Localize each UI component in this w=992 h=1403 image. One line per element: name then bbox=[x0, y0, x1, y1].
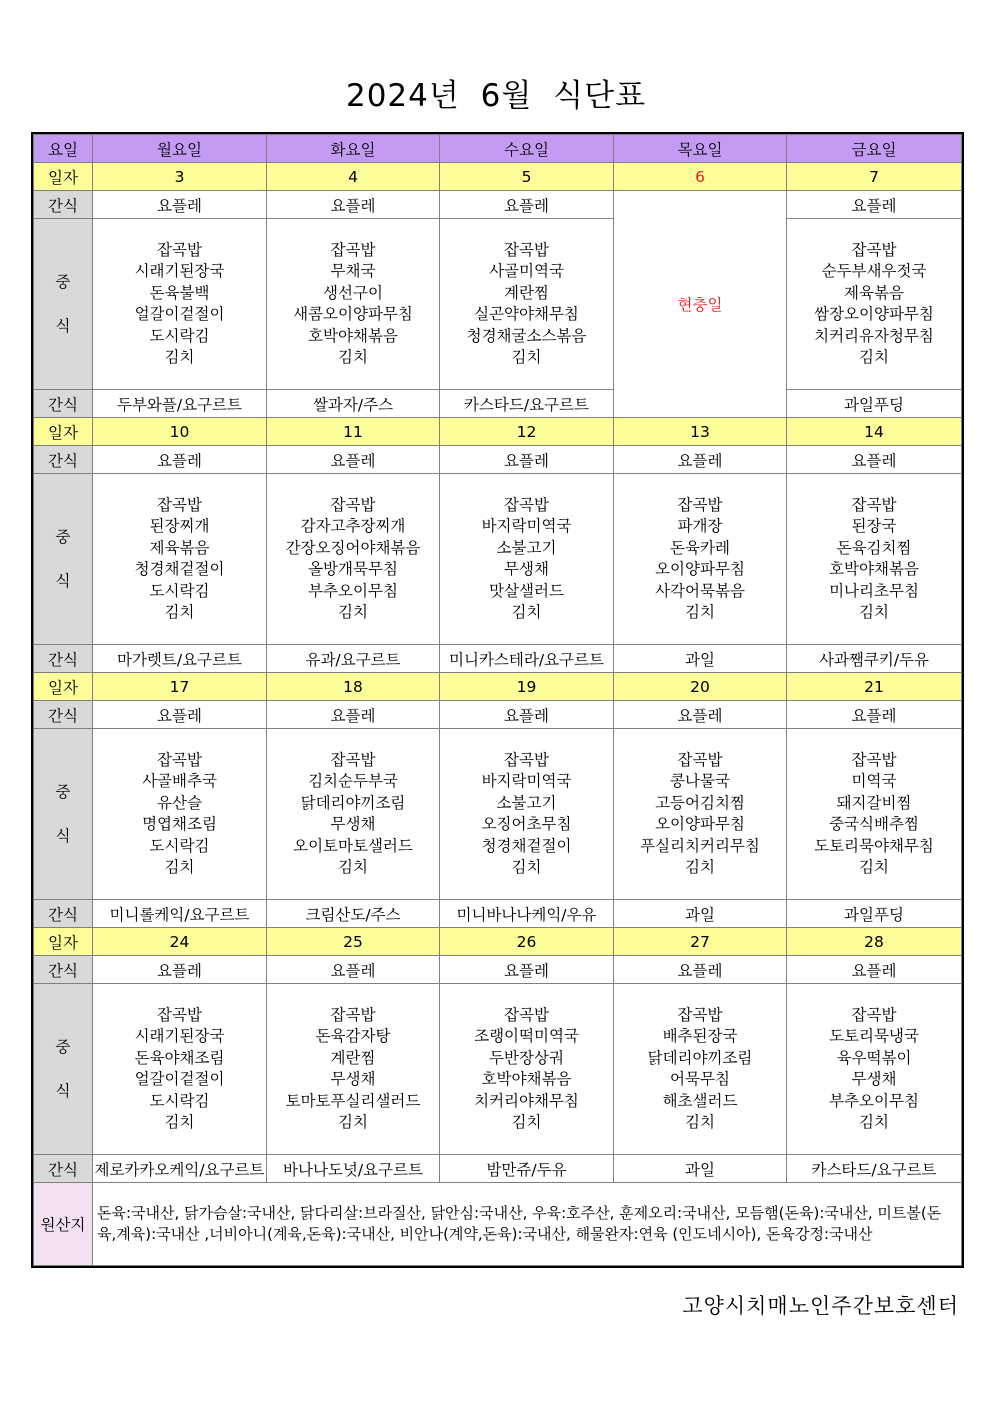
center-name: 고양시치매노인주간보호센터 bbox=[682, 1294, 959, 1318]
lunch-cell bbox=[787, 474, 962, 645]
menu-item: 무생채 bbox=[504, 560, 549, 578]
menu-item: 김치 bbox=[511, 1113, 542, 1131]
lunch-cell bbox=[787, 729, 962, 900]
date-cell: 12 bbox=[440, 418, 614, 446]
menu-item: 김치 bbox=[164, 348, 195, 366]
lunch-cell bbox=[614, 729, 787, 900]
menu-item: 두반장상궈 bbox=[489, 1048, 564, 1067]
date-cell: 6 bbox=[614, 163, 787, 191]
menu-item: 청경채겉절이 bbox=[134, 560, 225, 578]
menu-item: 김치 bbox=[338, 1113, 368, 1131]
snack-label: 간식 bbox=[34, 956, 93, 984]
menu-item: 김치 bbox=[685, 603, 715, 621]
menu-item: 미나리초무침 bbox=[829, 581, 919, 600]
lunch-label bbox=[34, 729, 93, 900]
date-cell: 25 bbox=[267, 928, 440, 956]
lunch-row bbox=[34, 219, 962, 390]
menu-item: 생선구이 bbox=[323, 283, 383, 302]
am-snack-cell: 요플레 bbox=[440, 701, 614, 729]
menu-item: 김치 bbox=[164, 858, 195, 876]
menu-item: 조랭이떡미역국 bbox=[474, 1027, 579, 1045]
date-cell: 20 bbox=[614, 673, 787, 701]
menu-item: 오이토마토샐러드 bbox=[293, 836, 413, 855]
lunch-cell bbox=[787, 219, 962, 390]
menu-item: 잡곡밥 bbox=[330, 240, 376, 259]
am-snack-cell: 요플레 bbox=[93, 446, 267, 474]
menu-item: 김치 bbox=[164, 1113, 195, 1131]
pm-snack-cell: 미니카스테라/요구르트 bbox=[440, 645, 614, 673]
am-snack-row bbox=[34, 701, 962, 729]
menu-item: 올방개묵무침 bbox=[308, 560, 398, 578]
menu-item: 잡곡밥 bbox=[677, 1005, 723, 1024]
weekday-fri: 금요일 bbox=[787, 135, 962, 163]
lunch-cell bbox=[440, 984, 614, 1155]
pm-snack-cell: 두부와플/요구르트 bbox=[93, 390, 267, 418]
menu-item: 도시락김 bbox=[149, 1091, 210, 1110]
menu-item: 잡곡밥 bbox=[157, 1005, 202, 1024]
lunch-cell bbox=[267, 219, 440, 390]
menu-item: 김치 bbox=[685, 858, 715, 876]
pm-snack-cell: 사과쨈쿠키/두유 bbox=[787, 645, 962, 673]
date-cell: 21 bbox=[787, 673, 962, 701]
menu-item: 계란찜 bbox=[504, 283, 549, 302]
menu-item: 김치 bbox=[338, 348, 368, 366]
date-label: 일자 bbox=[34, 673, 93, 701]
menu-item: 잡곡밥 bbox=[851, 750, 897, 769]
am-snack-cell: 요플레 bbox=[787, 446, 962, 474]
lunch-row bbox=[34, 984, 962, 1155]
menu-item: 잡곡밥 bbox=[851, 240, 897, 259]
menu-item: 무생채 bbox=[330, 815, 376, 833]
lunch-label-2: 식 bbox=[55, 317, 71, 335]
menu-item: 호박야채볶음 bbox=[481, 1070, 572, 1088]
menu-item: 도토리묵냉국 bbox=[829, 1027, 919, 1045]
am-snack-cell: 요플레 bbox=[787, 956, 962, 984]
snack-label: 간식 bbox=[34, 701, 93, 729]
pm-snack-cell: 카스타드/요구르트 bbox=[787, 1155, 962, 1183]
date-cell: 19 bbox=[440, 673, 614, 701]
date-cell: 14 bbox=[787, 418, 962, 446]
menu-item: 얼갈이겉절이 bbox=[134, 1070, 225, 1088]
lunch-cell bbox=[93, 984, 267, 1155]
lunch-cell bbox=[93, 219, 267, 390]
menu-item: 푸실리치커리무침 bbox=[640, 836, 760, 855]
menu-item: 잡곡밥 bbox=[157, 750, 202, 769]
lunch-label-2: 식 bbox=[55, 827, 71, 845]
lunch-cell bbox=[614, 474, 787, 645]
date-cell: 26 bbox=[440, 928, 614, 956]
am-snack-cell: 요플레 bbox=[614, 956, 787, 984]
menu-item: 돈육카레 bbox=[670, 538, 730, 557]
lunch-cell bbox=[440, 474, 614, 645]
menu-item: 고등어김치찜 bbox=[655, 793, 745, 812]
menu-item: 제육볶음 bbox=[149, 538, 210, 557]
menu-item: 돼지갈비찜 bbox=[836, 793, 912, 812]
am-snack-cell: 요플레 bbox=[440, 956, 614, 984]
weekday-mon: 월요일 bbox=[93, 135, 267, 163]
menu-item: 중국식배추찜 bbox=[829, 815, 919, 833]
lunch-cell bbox=[267, 474, 440, 645]
origin-label: 원산지 bbox=[34, 1183, 93, 1266]
menu-item: 순두부새우젓국 bbox=[821, 262, 927, 280]
menu-item: 김치 bbox=[685, 1113, 715, 1131]
pm-snack-cell: 미니롤케익/요구르트 bbox=[93, 900, 267, 928]
weekday-thu: 목요일 bbox=[614, 135, 787, 163]
menu-item: 명엽채조림 bbox=[142, 815, 217, 833]
menu-item: 사각어묵볶음 bbox=[655, 581, 745, 600]
menu-item: 김치 bbox=[511, 603, 542, 621]
menu-item: 김치 bbox=[859, 1113, 889, 1131]
date-label: 일자 bbox=[34, 418, 93, 446]
menu-item: 미역국 bbox=[851, 772, 897, 790]
menu-item: 쌈장오이양파무침 bbox=[814, 305, 934, 323]
menu-item: 파개장 bbox=[677, 517, 723, 535]
menu-item: 도시락김 bbox=[149, 836, 210, 855]
menu-item: 돈육야채조림 bbox=[134, 1048, 225, 1067]
am-snack-cell: 요플레 bbox=[614, 701, 787, 729]
pm-snack-cell: 바나나도넛/요구르트 bbox=[267, 1155, 440, 1183]
pm-snack-cell: 미니바나나케익/우유 bbox=[440, 900, 614, 928]
pm-snack-cell: 마가렛트/요구르트 bbox=[93, 645, 267, 673]
lunch-label-1: 중 bbox=[55, 528, 71, 546]
pm-snack-cell: 과일 bbox=[614, 900, 787, 928]
am-snack-row bbox=[34, 446, 962, 474]
lunch-cell bbox=[440, 729, 614, 900]
menu-item: 호박야채볶음 bbox=[829, 560, 919, 578]
menu-item: 김치 bbox=[859, 603, 889, 621]
lunch-row bbox=[34, 474, 962, 645]
meal-plan-table bbox=[33, 134, 962, 1266]
date-cell: 18 bbox=[267, 673, 440, 701]
date-cell: 17 bbox=[93, 673, 267, 701]
date-cell: 7 bbox=[787, 163, 962, 191]
menu-item: 잡곡밥 bbox=[330, 750, 376, 769]
am-snack-cell: 요플레 bbox=[267, 956, 440, 984]
date-label: 일자 bbox=[34, 928, 93, 956]
menu-item: 잡곡밥 bbox=[330, 1005, 376, 1024]
date-label: 일자 bbox=[34, 163, 93, 191]
lunch-label bbox=[34, 984, 93, 1155]
menu-item: 돈육불백 bbox=[149, 283, 210, 302]
pm-snack-cell: 과일 bbox=[614, 645, 787, 673]
menu-item: 유산슬 bbox=[157, 793, 202, 812]
am-snack-cell: 요플레 bbox=[614, 446, 787, 474]
origin-row bbox=[34, 1183, 962, 1266]
menu-item: 오이양파무침 bbox=[655, 815, 745, 833]
menu-item: 김치 bbox=[511, 348, 542, 366]
menu-item: 김치 bbox=[338, 603, 368, 621]
menu-item: 잡곡밥 bbox=[504, 750, 549, 769]
holiday-cell: 현충일 bbox=[614, 191, 787, 418]
date-cell: 5 bbox=[440, 163, 614, 191]
pm-snack-row bbox=[34, 900, 962, 928]
menu-item: 오징어초무침 bbox=[481, 815, 572, 833]
menu-item: 김치 bbox=[859, 348, 889, 366]
menu-item: 닭데리야끼조림 bbox=[300, 793, 406, 812]
pm-snack-cell: 과일푸딩 bbox=[787, 390, 962, 418]
date-cell: 3 bbox=[93, 163, 267, 191]
pm-snack-row bbox=[34, 1155, 962, 1183]
menu-item: 무생채 bbox=[330, 1070, 376, 1088]
menu-item: 잡곡밥 bbox=[504, 240, 549, 259]
menu-item: 잡곡밥 bbox=[157, 240, 202, 259]
menu-item: 된장찌개 bbox=[149, 517, 210, 535]
date-cell: 28 bbox=[787, 928, 962, 956]
menu-item: 육우떡볶이 bbox=[836, 1048, 912, 1067]
snack-label: 간식 bbox=[34, 1155, 93, 1183]
am-snack-cell: 요플레 bbox=[787, 701, 962, 729]
menu-item: 소불고기 bbox=[496, 538, 557, 557]
lunch-label-2: 식 bbox=[55, 1082, 71, 1100]
am-snack-cell: 요플레 bbox=[440, 191, 614, 219]
am-snack-row bbox=[34, 956, 962, 984]
lunch-cell bbox=[267, 729, 440, 900]
am-snack-cell: 요플레 bbox=[267, 446, 440, 474]
date-row bbox=[34, 928, 962, 956]
menu-item: 잡곡밥 bbox=[157, 495, 202, 514]
lunch-cell bbox=[614, 984, 787, 1155]
pm-snack-row bbox=[34, 390, 962, 418]
menu-item: 간장오징어야채볶음 bbox=[285, 538, 421, 557]
date-cell: 27 bbox=[614, 928, 787, 956]
date-row bbox=[34, 418, 962, 446]
am-snack-cell: 요플레 bbox=[93, 956, 267, 984]
menu-item: 된장국 bbox=[851, 517, 897, 535]
lunch-label bbox=[34, 219, 93, 390]
menu-item: 잡곡밥 bbox=[677, 750, 723, 769]
lunch-label-1: 중 bbox=[55, 1038, 71, 1056]
menu-item: 돈육김치찜 bbox=[836, 538, 912, 557]
pm-snack-cell: 쌀과자/주스 bbox=[267, 390, 440, 418]
date-cell: 13 bbox=[614, 418, 787, 446]
pm-snack-cell: 크림산도/주스 bbox=[267, 900, 440, 928]
menu-item: 김치 bbox=[511, 858, 542, 876]
menu-item: 잡곡밥 bbox=[504, 495, 549, 514]
menu-item: 사골배추국 bbox=[142, 772, 217, 790]
menu-item: 시래기된장국 bbox=[134, 1027, 225, 1045]
am-snack-cell: 요플레 bbox=[267, 701, 440, 729]
menu-item: 오이양파무침 bbox=[655, 560, 745, 578]
snack-label: 간식 bbox=[34, 645, 93, 673]
menu-item: 부추오이무침 bbox=[829, 1091, 919, 1110]
snack-label: 간식 bbox=[34, 900, 93, 928]
am-snack-row bbox=[34, 191, 962, 219]
date-row bbox=[34, 163, 962, 191]
pm-snack-cell: 카스타드/요구르트 bbox=[440, 390, 614, 418]
day-label: 요일 bbox=[34, 135, 93, 163]
menu-item: 도시락김 bbox=[149, 326, 210, 345]
menu-item: 도시락김 bbox=[149, 581, 210, 600]
date-cell: 24 bbox=[93, 928, 267, 956]
menu-item: 시래기된장국 bbox=[134, 262, 225, 280]
date-cell: 10 bbox=[93, 418, 267, 446]
lunch-row bbox=[34, 729, 962, 900]
date-cell: 4 bbox=[267, 163, 440, 191]
menu-item: 치커리야채무침 bbox=[474, 1091, 579, 1110]
menu-item: 도토리묵야채무침 bbox=[814, 836, 934, 855]
menu-item: 부추오이무침 bbox=[308, 581, 398, 600]
menu-item: 실곤약야채무침 bbox=[474, 305, 579, 323]
menu-item: 잡곡밥 bbox=[677, 495, 723, 514]
snack-label: 간식 bbox=[34, 191, 93, 219]
pm-snack-row bbox=[34, 645, 962, 673]
am-snack-cell: 요플레 bbox=[93, 701, 267, 729]
page-title: 2024년 6월 식단표 bbox=[345, 78, 647, 114]
menu-item: 어묵무침 bbox=[670, 1070, 730, 1088]
menu-item: 치커리유자청무침 bbox=[814, 326, 934, 345]
menu-item: 돈육감자탕 bbox=[315, 1027, 391, 1045]
menu-item: 바지락미역국 bbox=[481, 772, 572, 790]
menu-item: 토마토푸실리샐러드 bbox=[285, 1091, 421, 1110]
pm-snack-cell: 유과/요구르트 bbox=[267, 645, 440, 673]
menu-item: 무생채 bbox=[851, 1070, 897, 1088]
snack-label: 간식 bbox=[34, 390, 93, 418]
weekday-header-row bbox=[34, 135, 962, 163]
lunch-cell bbox=[93, 474, 267, 645]
pm-snack-cell: 과일푸딩 bbox=[787, 900, 962, 928]
am-snack-cell: 요플레 bbox=[93, 191, 267, 219]
menu-item: 김치 bbox=[859, 858, 889, 876]
snack-label: 간식 bbox=[34, 446, 93, 474]
lunch-cell bbox=[787, 984, 962, 1155]
weekday-tue: 화요일 bbox=[267, 135, 440, 163]
lunch-cell bbox=[440, 219, 614, 390]
lunch-cell bbox=[267, 984, 440, 1155]
menu-item: 청경채굴소스볶음 bbox=[466, 326, 587, 345]
menu-item: 무채국 bbox=[330, 262, 376, 280]
date-cell: 11 bbox=[267, 418, 440, 446]
lunch-label-1: 중 bbox=[55, 783, 71, 801]
menu-item: 소불고기 bbox=[496, 793, 557, 812]
menu-item: 제육볶음 bbox=[844, 283, 904, 302]
menu-item: 김치순두부국 bbox=[308, 772, 398, 790]
pm-snack-cell: 과일 bbox=[614, 1155, 787, 1183]
menu-item: 새콤오이양파무침 bbox=[293, 305, 413, 323]
am-snack-cell: 요플레 bbox=[267, 191, 440, 219]
lunch-label bbox=[34, 474, 93, 645]
pm-snack-cell: 제로카카오케익/요구르트 bbox=[93, 1155, 267, 1183]
lunch-label-2: 식 bbox=[55, 572, 71, 590]
menu-item: 잡곡밥 bbox=[851, 1005, 897, 1024]
am-snack-cell: 요플레 bbox=[440, 446, 614, 474]
menu-item: 청경채겉절이 bbox=[481, 836, 572, 855]
menu-item: 사골미역국 bbox=[489, 262, 564, 280]
date-row bbox=[34, 673, 962, 701]
menu-item: 콩나물국 bbox=[670, 772, 730, 790]
menu-item: 계란찜 bbox=[330, 1048, 376, 1067]
menu-item: 잡곡밥 bbox=[504, 1005, 549, 1024]
menu-item: 배추된장국 bbox=[662, 1027, 738, 1045]
lunch-label-1: 중 bbox=[55, 273, 71, 291]
pm-snack-cell: 밤만쥬/두유 bbox=[440, 1155, 614, 1183]
menu-item: 잡곡밥 bbox=[851, 495, 897, 514]
am-snack-cell: 요플레 bbox=[787, 191, 962, 219]
menu-item: 해초샐러드 bbox=[662, 1091, 738, 1110]
lunch-cell bbox=[93, 729, 267, 900]
origin-text: 돈육:국내산, 닭가슴살:국내산, 닭다리살:브라질산, 닭안심:국내산, 우육:호주산, 훈제오리:국내산, 모듬햄(돈육):국내산, 미트볼(돈육,계육):국내산 ,너비아니(계육,돈육):국내산, 비안나(계약,돈육):국내산, 해물완자:연육 (인도네시아), 돈육강정:국내산 bbox=[93, 1183, 962, 1266]
menu-item: 닭데리야끼조림 bbox=[647, 1048, 753, 1067]
menu-item: 잡곡밥 bbox=[330, 495, 376, 514]
weekday-wed: 수요일 bbox=[440, 135, 614, 163]
menu-item: 맛살샐러드 bbox=[489, 581, 564, 600]
menu-item: 김치 bbox=[338, 858, 368, 876]
menu-item: 김치 bbox=[164, 603, 195, 621]
menu-item: 얼갈이겉절이 bbox=[134, 305, 225, 323]
menu-item: 감자고추장찌개 bbox=[300, 517, 406, 535]
menu-item: 호박야채볶음 bbox=[308, 326, 398, 345]
menu-item: 바지락미역국 bbox=[481, 517, 572, 535]
